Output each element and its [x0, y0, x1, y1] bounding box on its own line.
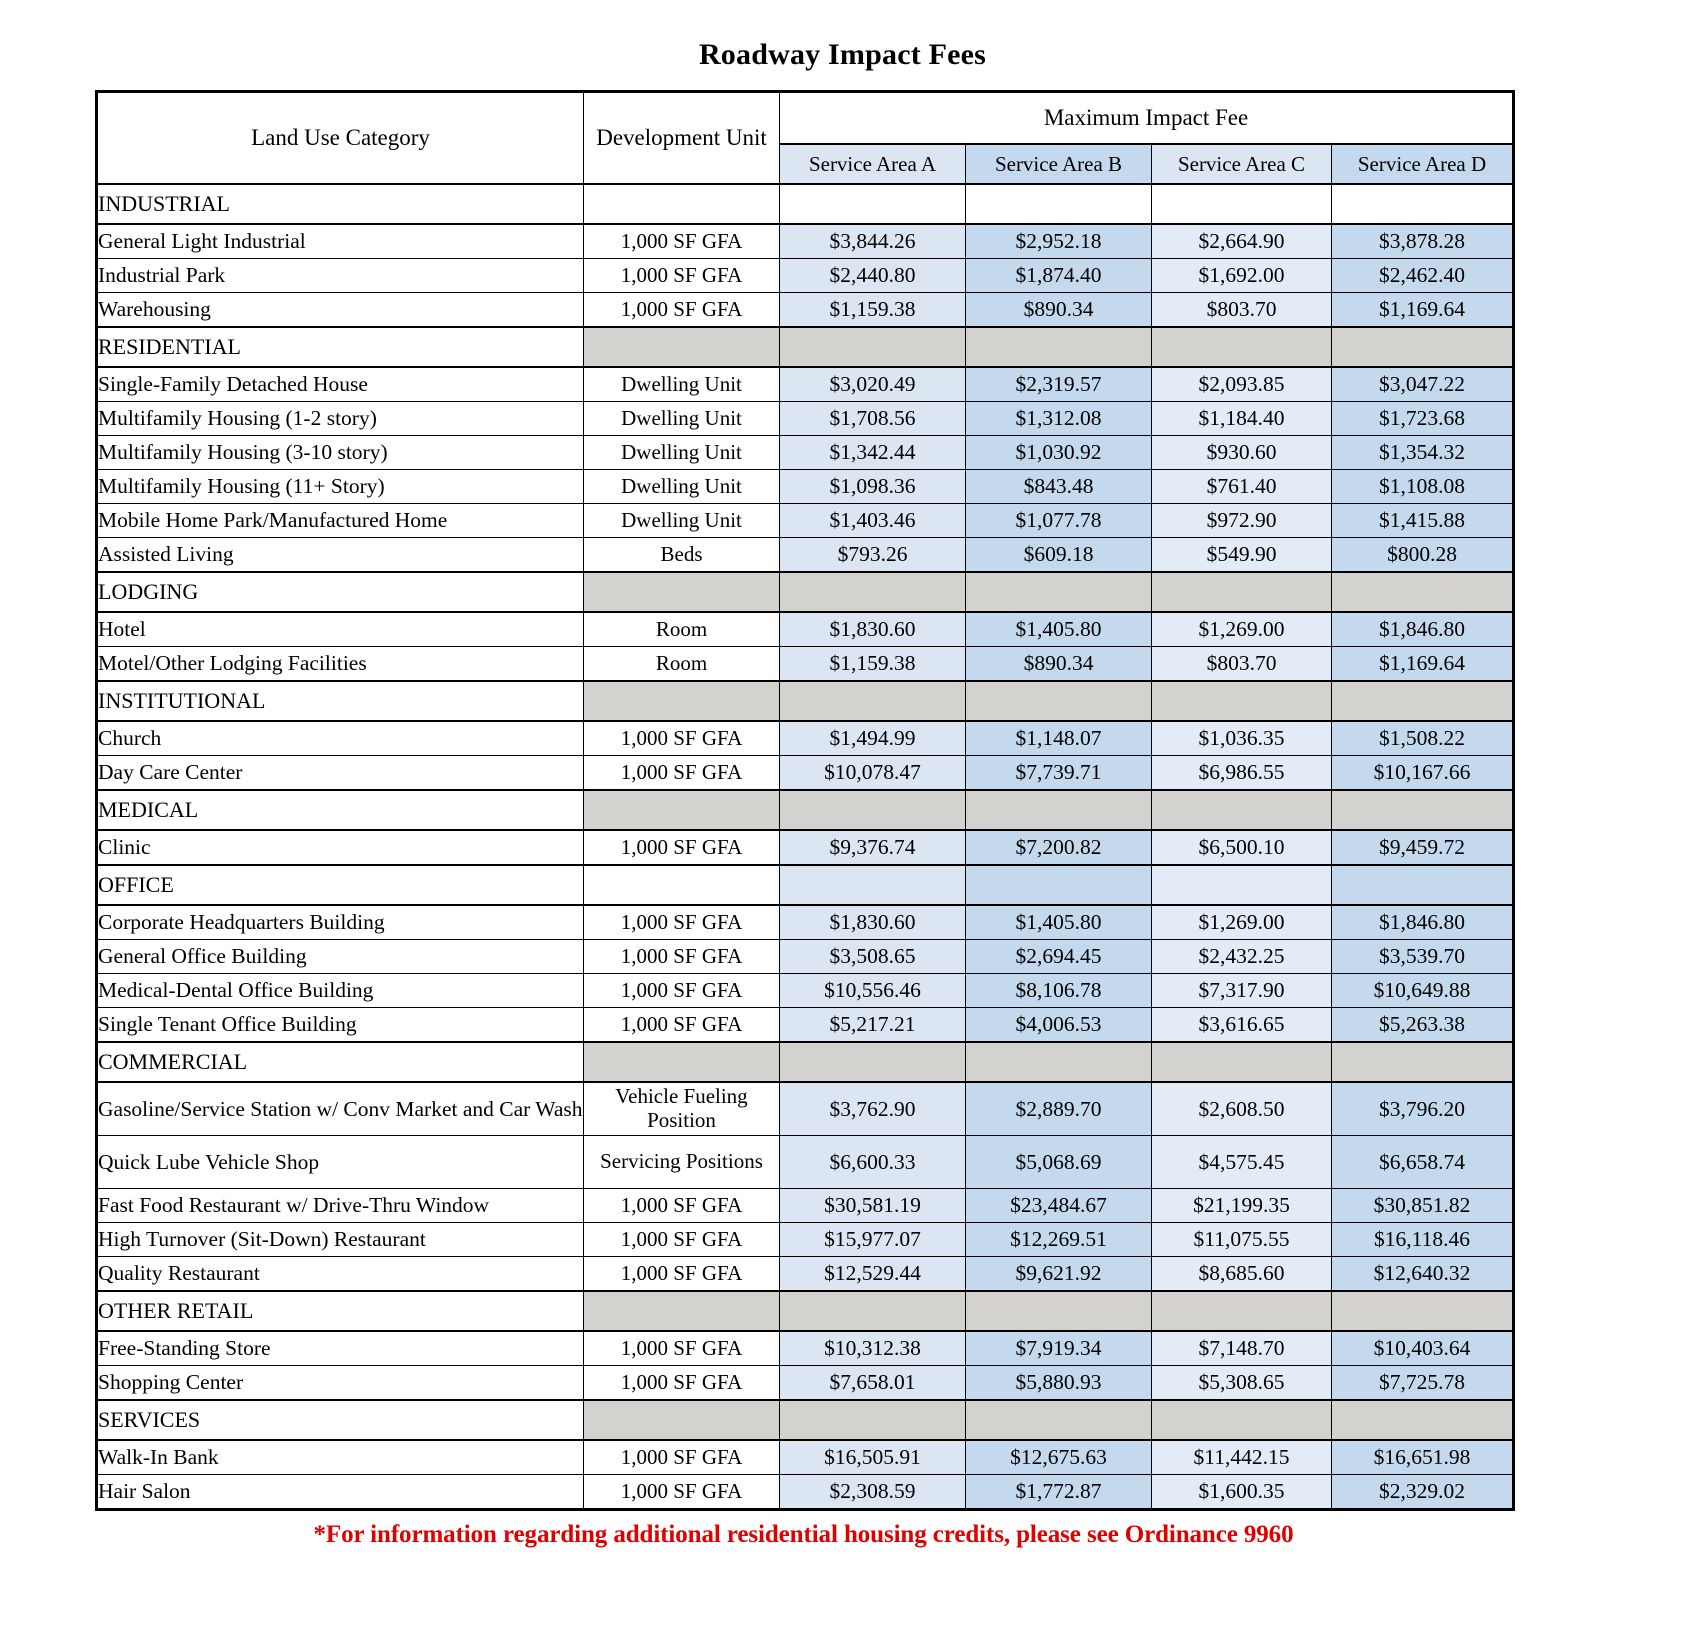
impact-fee-cell-area-c: $1,184.40 — [1152, 402, 1332, 436]
section-unit-cell — [584, 1400, 780, 1440]
impact-fee-cell-area-b: $7,919.34 — [966, 1331, 1152, 1366]
section-header-label: MEDICAL — [97, 790, 584, 830]
impact-fee-cell-area-d: $16,651.98 — [1332, 1440, 1514, 1475]
table-row — [97, 402, 1514, 436]
impact-fee-cell-area-b: $7,200.82 — [966, 830, 1152, 865]
development-unit-cell: 1,000 SF GFA — [584, 293, 780, 328]
impact-fee-cell-area-d: $2,462.40 — [1332, 259, 1514, 293]
impact-fee-cell-area-d: $10,649.88 — [1332, 974, 1514, 1008]
development-unit-cell: Beds — [584, 538, 780, 573]
impact-fee-cell-area-a: $1,494.99 — [780, 721, 966, 756]
impact-fee-cell-area-d: $1,108.08 — [1332, 470, 1514, 504]
section-fee-cell — [1332, 681, 1514, 721]
table-row — [97, 1082, 1514, 1136]
table-section-row — [97, 681, 1514, 721]
impact-fee-cell-area-b: $2,889.70 — [966, 1082, 1152, 1136]
impact-fee-cell-area-c: $1,600.35 — [1152, 1475, 1332, 1510]
table-row — [97, 1136, 1514, 1189]
impact-fee-cell-area-a: $7,658.01 — [780, 1366, 966, 1401]
land-use-category-cell: General Office Building — [97, 940, 584, 974]
land-use-category-cell: Quality Restaurant — [97, 1257, 584, 1292]
table-row — [97, 470, 1514, 504]
section-fee-cell — [1152, 681, 1332, 721]
table-row — [97, 940, 1514, 974]
section-unit-cell — [584, 865, 780, 905]
land-use-category-cell: Free-Standing Store — [97, 1331, 584, 1366]
impact-fee-cell-area-d: $10,403.64 — [1332, 1331, 1514, 1366]
impact-fee-cell-area-c: $4,575.45 — [1152, 1136, 1332, 1189]
section-fee-cell — [966, 790, 1152, 830]
section-fee-cell — [1152, 327, 1332, 367]
impact-fee-cell-area-b: $1,405.80 — [966, 612, 1152, 647]
section-header-label: OFFICE — [97, 865, 584, 905]
impact-fee-cell-area-d: $1,846.80 — [1332, 905, 1514, 940]
section-fee-cell — [1332, 184, 1514, 224]
land-use-category-cell: Multifamily Housing (1-2 story) — [97, 402, 584, 436]
table-row — [97, 612, 1514, 647]
impact-fee-cell-area-c: $3,616.65 — [1152, 1008, 1332, 1043]
impact-fee-cell-area-b: $12,675.63 — [966, 1440, 1152, 1475]
section-unit-cell — [584, 327, 780, 367]
impact-fee-cell-area-c: $8,685.60 — [1152, 1257, 1332, 1292]
section-header-label: COMMERCIAL — [97, 1042, 584, 1082]
impact-fee-cell-area-d: $7,725.78 — [1332, 1366, 1514, 1401]
development-unit-cell: 1,000 SF GFA — [584, 974, 780, 1008]
section-fee-cell — [966, 572, 1152, 612]
table-row — [97, 905, 1514, 940]
land-use-category-cell: Quick Lube Vehicle Shop — [97, 1136, 584, 1189]
section-fee-cell — [1152, 790, 1332, 830]
impact-fee-cell-area-d: $10,167.66 — [1332, 756, 1514, 791]
development-unit-cell: 1,000 SF GFA — [584, 224, 780, 259]
impact-fee-cell-area-c: $5,308.65 — [1152, 1366, 1332, 1401]
development-unit-cell: 1,000 SF GFA — [584, 1366, 780, 1401]
land-use-category-cell: General Light Industrial — [97, 224, 584, 259]
development-unit-cell: 1,000 SF GFA — [584, 940, 780, 974]
column-header-service-area-b: Service Area B — [966, 144, 1152, 184]
table-section-row — [97, 572, 1514, 612]
page-title: Roadway Impact Fees — [698, 38, 987, 71]
table-section-row — [97, 327, 1514, 367]
land-use-category-cell: Corporate Headquarters Building — [97, 905, 584, 940]
table-row — [97, 1008, 1514, 1043]
table-row — [97, 974, 1514, 1008]
impact-fee-cell-area-d: $3,796.20 — [1332, 1082, 1514, 1136]
development-unit-cell: Dwelling Unit — [584, 470, 780, 504]
land-use-category-cell: Multifamily Housing (11+ Story) — [97, 470, 584, 504]
column-header-maximum-impact-fee: Maximum Impact Fee — [780, 92, 1514, 145]
development-unit-cell: Room — [584, 647, 780, 682]
land-use-category-cell: Hotel — [97, 612, 584, 647]
land-use-category-cell: Single-Family Detached House — [97, 367, 584, 402]
section-unit-cell — [584, 1291, 780, 1331]
impact-fee-cell-area-a: $1,098.36 — [780, 470, 966, 504]
section-header-label: RESIDENTIAL — [97, 327, 584, 367]
section-fee-cell — [966, 327, 1152, 367]
impact-fee-cell-area-c: $2,093.85 — [1152, 367, 1332, 402]
impact-fee-cell-area-d: $1,846.80 — [1332, 612, 1514, 647]
impact-fee-cell-area-d: $3,878.28 — [1332, 224, 1514, 259]
impact-fee-cell-area-b: $7,739.71 — [966, 756, 1152, 791]
impact-fee-cell-area-b: $609.18 — [966, 538, 1152, 573]
impact-fee-cell-area-d: $2,329.02 — [1332, 1475, 1514, 1510]
impact-fee-cell-area-c: $6,986.55 — [1152, 756, 1332, 791]
development-unit-cell: Room — [584, 612, 780, 647]
impact-fee-cell-area-a: $1,342.44 — [780, 436, 966, 470]
section-fee-cell — [1332, 1291, 1514, 1331]
impact-fee-cell-area-d: $30,851.82 — [1332, 1189, 1514, 1223]
impact-fee-cell-area-c: $761.40 — [1152, 470, 1332, 504]
impact-fee-cell-area-a: $12,529.44 — [780, 1257, 966, 1292]
section-fee-cell — [1332, 572, 1514, 612]
impact-fee-cell-area-b: $1,874.40 — [966, 259, 1152, 293]
impact-fee-cell-area-a: $6,600.33 — [780, 1136, 966, 1189]
development-unit-cell: Dwelling Unit — [584, 504, 780, 538]
impact-fee-cell-area-b: $1,405.80 — [966, 905, 1152, 940]
land-use-category-cell: Fast Food Restaurant w/ Drive-Thru Window — [97, 1189, 584, 1223]
table-row — [97, 1440, 1514, 1475]
impact-fee-cell-area-b: $4,006.53 — [966, 1008, 1152, 1043]
section-fee-cell — [966, 1291, 1152, 1331]
impact-fee-cell-area-c: $21,199.35 — [1152, 1189, 1332, 1223]
section-unit-cell — [584, 790, 780, 830]
section-header-label: LODGING — [97, 572, 584, 612]
section-header-label: INSTITUTIONAL — [97, 681, 584, 721]
section-fee-cell — [1152, 572, 1332, 612]
table-body — [97, 184, 1514, 1510]
table-row — [97, 721, 1514, 756]
section-fee-cell — [780, 790, 966, 830]
impact-fee-cell-area-d: $3,047.22 — [1332, 367, 1514, 402]
development-unit-cell: 1,000 SF GFA — [584, 1257, 780, 1292]
column-header-development-unit: Development Unit — [584, 92, 780, 185]
section-fee-cell — [780, 1400, 966, 1440]
impact-fee-cell-area-c: $1,692.00 — [1152, 259, 1332, 293]
section-fee-cell — [1152, 1400, 1332, 1440]
table-section-row — [97, 184, 1514, 224]
development-unit-cell: 1,000 SF GFA — [584, 259, 780, 293]
section-fee-cell — [780, 572, 966, 612]
roadway-impact-fees-table — [95, 90, 1515, 1511]
table-section-row — [97, 1042, 1514, 1082]
development-unit-cell: 1,000 SF GFA — [584, 1331, 780, 1366]
section-fee-cell — [966, 865, 1152, 905]
land-use-category-cell: Church — [97, 721, 584, 756]
land-use-category-cell: Assisted Living — [97, 538, 584, 573]
impact-fee-cell-area-c: $7,148.70 — [1152, 1331, 1332, 1366]
section-fee-cell — [1332, 790, 1514, 830]
table-row — [97, 1331, 1514, 1366]
section-fee-cell — [780, 681, 966, 721]
impact-fee-cell-area-c: $2,608.50 — [1152, 1082, 1332, 1136]
table-header-row-main — [97, 92, 1514, 145]
impact-fee-cell-area-a: $9,376.74 — [780, 830, 966, 865]
table-row — [97, 367, 1514, 402]
impact-fee-cell-area-d: $3,539.70 — [1332, 940, 1514, 974]
section-fee-cell — [966, 184, 1152, 224]
section-fee-cell — [1152, 1291, 1332, 1331]
impact-fee-cell-area-b: $12,269.51 — [966, 1223, 1152, 1257]
section-unit-cell — [584, 1042, 780, 1082]
section-fee-cell — [966, 681, 1152, 721]
section-fee-cell — [780, 1291, 966, 1331]
table-row — [97, 504, 1514, 538]
impact-fee-cell-area-a: $15,977.07 — [780, 1223, 966, 1257]
impact-fee-cell-area-b: $890.34 — [966, 647, 1152, 682]
impact-fee-cell-area-b: $2,319.57 — [966, 367, 1152, 402]
impact-fee-cell-area-a: $1,830.60 — [780, 612, 966, 647]
development-unit-cell: 1,000 SF GFA — [584, 1475, 780, 1510]
land-use-category-cell: Motel/Other Lodging Facilities — [97, 647, 584, 682]
impact-fee-cell-area-a: $3,508.65 — [780, 940, 966, 974]
impact-fee-cell-area-c: $2,432.25 — [1152, 940, 1332, 974]
section-fee-cell — [1332, 327, 1514, 367]
section-fee-cell — [1152, 184, 1332, 224]
development-unit-cell: Dwelling Unit — [584, 436, 780, 470]
impact-fee-cell-area-b: $1,312.08 — [966, 402, 1152, 436]
impact-fee-cell-area-a: $3,844.26 — [780, 224, 966, 259]
impact-fee-cell-area-a: $1,708.56 — [780, 402, 966, 436]
impact-fee-cell-area-b: $9,621.92 — [966, 1257, 1152, 1292]
table-row — [97, 436, 1514, 470]
impact-fee-cell-area-a: $1,830.60 — [780, 905, 966, 940]
table-row — [97, 224, 1514, 259]
development-unit-cell: Dwelling Unit — [584, 402, 780, 436]
impact-fee-cell-area-b: $1,148.07 — [966, 721, 1152, 756]
section-header-label: INDUSTRIAL — [97, 184, 584, 224]
table-section-row — [97, 865, 1514, 905]
impact-fee-cell-area-a: $5,217.21 — [780, 1008, 966, 1043]
table-section-row — [97, 1291, 1514, 1331]
land-use-category-cell: Walk-In Bank — [97, 1440, 584, 1475]
impact-fee-cell-area-a: $1,403.46 — [780, 504, 966, 538]
impact-fee-cell-area-d: $1,415.88 — [1332, 504, 1514, 538]
impact-fee-cell-area-d: $12,640.32 — [1332, 1257, 1514, 1292]
impact-fee-cell-area-d: $1,354.32 — [1332, 436, 1514, 470]
land-use-category-cell: Day Care Center — [97, 756, 584, 791]
impact-fee-cell-area-a: $3,762.90 — [780, 1082, 966, 1136]
impact-fee-cell-area-a: $2,440.80 — [780, 259, 966, 293]
land-use-category-cell: Multifamily Housing (3-10 story) — [97, 436, 584, 470]
impact-fee-cell-area-b: $1,077.78 — [966, 504, 1152, 538]
table-row — [97, 756, 1514, 791]
table-section-row — [97, 1400, 1514, 1440]
impact-fee-cell-area-a: $10,312.38 — [780, 1331, 966, 1366]
table-row — [97, 1189, 1514, 1223]
section-fee-cell — [780, 1042, 966, 1082]
impact-fee-cell-area-b: $2,952.18 — [966, 224, 1152, 259]
table-row — [97, 1257, 1514, 1292]
development-unit-cell: 1,000 SF GFA — [584, 1223, 780, 1257]
impact-fee-cell-area-c: $7,317.90 — [1152, 974, 1332, 1008]
section-header-label: OTHER RETAIL — [97, 1291, 584, 1331]
impact-fee-cell-area-b: $8,106.78 — [966, 974, 1152, 1008]
impact-fee-cell-area-c: $6,500.10 — [1152, 830, 1332, 865]
section-fee-cell — [966, 1400, 1152, 1440]
impact-fee-cell-area-d: $1,169.64 — [1332, 293, 1514, 328]
development-unit-cell: 1,000 SF GFA — [584, 756, 780, 791]
impact-fee-cell-area-b: $5,880.93 — [966, 1366, 1152, 1401]
section-unit-cell — [584, 572, 780, 612]
development-unit-cell: 1,000 SF GFA — [584, 721, 780, 756]
impact-fee-cell-area-c: $11,075.55 — [1152, 1223, 1332, 1257]
impact-fee-cell-area-a: $2,308.59 — [780, 1475, 966, 1510]
section-fee-cell — [780, 327, 966, 367]
impact-fee-cell-area-d: $5,263.38 — [1332, 1008, 1514, 1043]
column-header-land-use-category: Land Use Category — [97, 92, 584, 185]
development-unit-cell: 1,000 SF GFA — [584, 905, 780, 940]
impact-fee-cell-area-d: $800.28 — [1332, 538, 1514, 573]
table-row — [97, 538, 1514, 573]
impact-fee-cell-area-c: $803.70 — [1152, 647, 1332, 682]
land-use-category-cell: Hair Salon — [97, 1475, 584, 1510]
impact-fee-cell-area-b: $2,694.45 — [966, 940, 1152, 974]
impact-fee-cell-area-b: $1,030.92 — [966, 436, 1152, 470]
land-use-category-cell: Gasoline/Service Station w/ Conv Market and Car Wash — [97, 1082, 584, 1136]
impact-fee-cell-area-a: $10,078.47 — [780, 756, 966, 791]
section-fee-cell — [780, 865, 966, 905]
table-row — [97, 830, 1514, 865]
section-header-label: SERVICES — [97, 1400, 584, 1440]
impact-fee-cell-area-d: $1,723.68 — [1332, 402, 1514, 436]
development-unit-cell: 1,000 SF GFA — [584, 1440, 780, 1475]
impact-fee-cell-area-d: $1,169.64 — [1332, 647, 1514, 682]
section-fee-cell — [780, 184, 966, 224]
column-header-service-area-a: Service Area A — [780, 144, 966, 184]
section-fee-cell — [1332, 1042, 1514, 1082]
section-fee-cell — [1332, 1400, 1514, 1440]
impact-fee-cell-area-c: $930.60 — [1152, 436, 1332, 470]
impact-fee-cell-area-a: $1,159.38 — [780, 293, 966, 328]
development-unit-cell: Vehicle Fueling Position — [584, 1082, 780, 1136]
table-section-row — [97, 790, 1514, 830]
footnote-residential-credits: *For information regarding additional residential housing credits, please see Ordinance 9960 — [313, 1521, 1294, 1548]
impact-fee-cell-area-d: $9,459.72 — [1332, 830, 1514, 865]
impact-fee-cell-area-a: $793.26 — [780, 538, 966, 573]
column-header-service-area-c: Service Area C — [1152, 144, 1332, 184]
development-unit-cell: Dwelling Unit — [584, 367, 780, 402]
impact-fee-cell-area-b: $23,484.67 — [966, 1189, 1152, 1223]
land-use-category-cell: Warehousing — [97, 293, 584, 328]
impact-fee-cell-area-a: $10,556.46 — [780, 974, 966, 1008]
section-fee-cell — [1332, 865, 1514, 905]
development-unit-cell: 1,000 SF GFA — [584, 1008, 780, 1043]
section-fee-cell — [1152, 865, 1332, 905]
impact-fee-cell-area-d: $6,658.74 — [1332, 1136, 1514, 1189]
impact-fee-cell-area-a: $1,159.38 — [780, 647, 966, 682]
section-unit-cell — [584, 681, 780, 721]
impact-fee-cell-area-a: $3,020.49 — [780, 367, 966, 402]
impact-fee-cell-area-c: $972.90 — [1152, 504, 1332, 538]
section-fee-cell — [1152, 1042, 1332, 1082]
impact-fee-cell-area-b: $1,772.87 — [966, 1475, 1152, 1510]
impact-fee-cell-area-c: $1,269.00 — [1152, 612, 1332, 647]
column-header-service-area-d: Service Area D — [1332, 144, 1514, 184]
development-unit-cell: 1,000 SF GFA — [584, 1189, 780, 1223]
table-row — [97, 1366, 1514, 1401]
impact-fee-cell-area-c: $803.70 — [1152, 293, 1332, 328]
development-unit-cell: 1,000 SF GFA — [584, 830, 780, 865]
impact-fee-cell-area-c: $549.90 — [1152, 538, 1332, 573]
impact-fee-cell-area-c: $11,442.15 — [1152, 1440, 1332, 1475]
development-unit-cell: Servicing Positions — [584, 1136, 780, 1189]
table-row — [97, 1223, 1514, 1257]
impact-fee-cell-area-a: $30,581.19 — [780, 1189, 966, 1223]
impact-fee-cell-area-c: $1,269.00 — [1152, 905, 1332, 940]
impact-fee-cell-area-d: $16,118.46 — [1332, 1223, 1514, 1257]
impact-fee-cell-area-a: $16,505.91 — [780, 1440, 966, 1475]
impact-fee-cell-area-c: $2,664.90 — [1152, 224, 1332, 259]
land-use-category-cell: Industrial Park — [97, 259, 584, 293]
table-row — [97, 259, 1514, 293]
land-use-category-cell: Clinic — [97, 830, 584, 865]
land-use-category-cell: Medical-Dental Office Building — [97, 974, 584, 1008]
table-row — [97, 293, 1514, 328]
land-use-category-cell: Single Tenant Office Building — [97, 1008, 584, 1043]
impact-fee-cell-area-b: $5,068.69 — [966, 1136, 1152, 1189]
land-use-category-cell: High Turnover (Sit-Down) Restaurant — [97, 1223, 584, 1257]
impact-fee-cell-area-b: $843.48 — [966, 470, 1152, 504]
table-header — [97, 92, 1514, 185]
section-fee-cell — [966, 1042, 1152, 1082]
land-use-category-cell: Mobile Home Park/Manufactured Home — [97, 504, 584, 538]
impact-fee-cell-area-b: $890.34 — [966, 293, 1152, 328]
land-use-category-cell: Shopping Center — [97, 1366, 584, 1401]
impact-fee-cell-area-c: $1,036.35 — [1152, 721, 1332, 756]
table-row — [97, 1475, 1514, 1510]
table-row — [97, 647, 1514, 682]
impact-fee-cell-area-d: $1,508.22 — [1332, 721, 1514, 756]
section-unit-cell — [584, 184, 780, 224]
